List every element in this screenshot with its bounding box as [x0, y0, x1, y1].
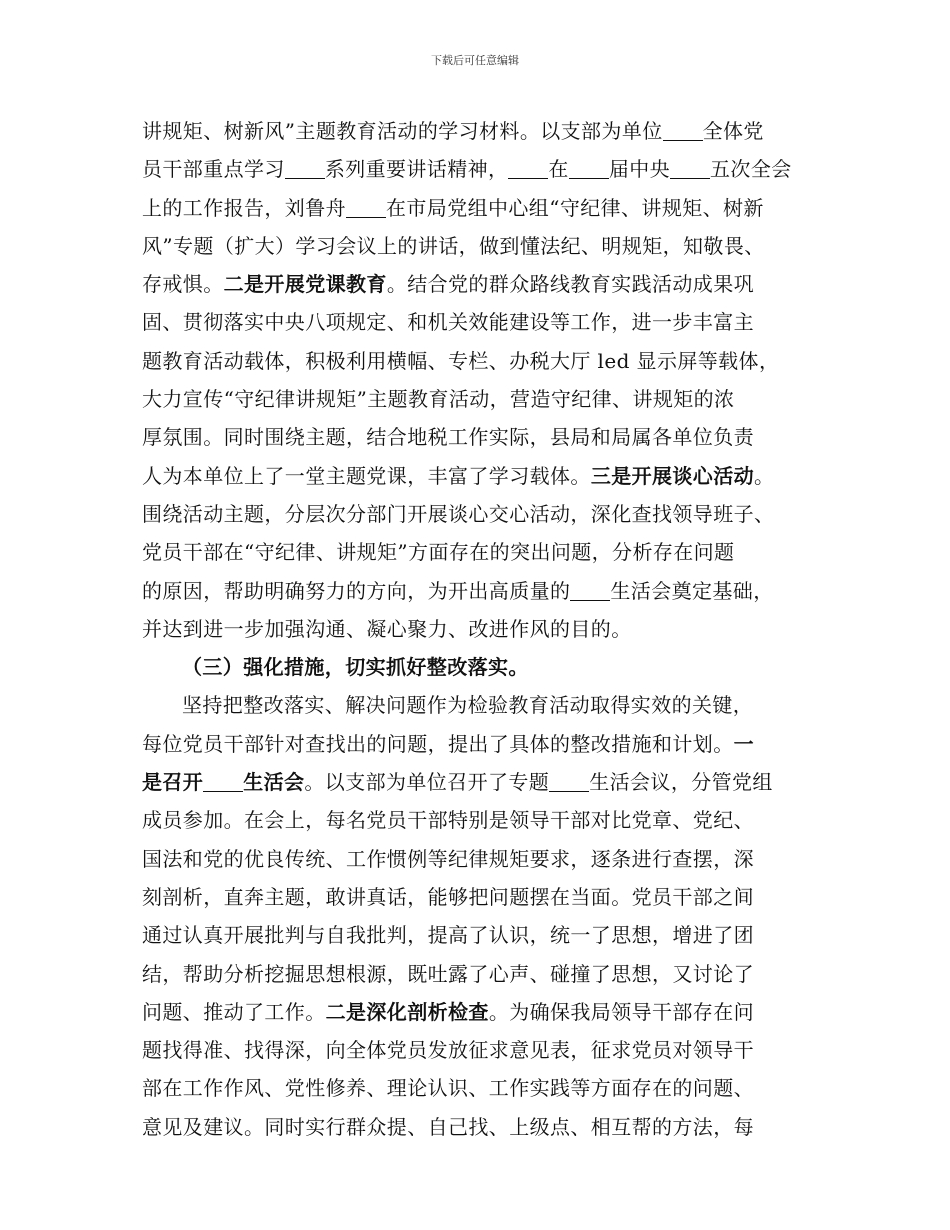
fill-blank: [346, 197, 386, 218]
text-run: 每位党员干部针对查找出的问题，提出了具体的整改措施和计划。: [142, 731, 734, 756]
text-run: 大力宣传“守纪律讲规矩”主题教育活动，营造守纪律、讲规矩的浓: [142, 387, 735, 412]
text-line: [142, 457, 822, 495]
fill-blank: [508, 158, 548, 179]
text-line: [142, 189, 822, 227]
text-run: 生活会议，分管党组: [589, 770, 773, 795]
fill-blank: [663, 120, 703, 141]
fill-blank: [670, 158, 710, 179]
fill-blank: [570, 580, 610, 601]
text-run: 坚持把整改落实、解决问题作为检验教育活动取得实效的关键，: [182, 693, 754, 718]
text-line: [142, 878, 822, 916]
text-run: 员干部重点学习: [142, 157, 285, 182]
text-line: [142, 303, 822, 341]
fill-blank: [549, 771, 589, 792]
text-run: 。: [754, 463, 775, 488]
bold-text: 是召开: [142, 770, 204, 795]
text-run: 问题、推动了工作。: [142, 999, 326, 1024]
text-line: [142, 725, 822, 763]
text-line: [142, 495, 822, 533]
text-run: 固、贯彻落实中央八项规定、和机关效能建设等工作，进一步丰富主: [142, 310, 754, 335]
text-run: 系列重要讲话精神，: [324, 157, 509, 182]
text-line: [142, 610, 822, 648]
text-line: [142, 227, 822, 265]
text-line: [142, 572, 822, 610]
text-line: [142, 1031, 822, 1069]
text-run: 上的工作报告，刘鲁舟: [142, 195, 346, 220]
page-header: 下载后可任意编辑: [431, 54, 519, 67]
text-line: [142, 112, 822, 150]
text-run: 五次全会: [710, 157, 792, 182]
text-run: 成员参加。在会上，每名党员干部特别是领导干部对比党章、党纪、: [142, 808, 754, 833]
text-line: [142, 265, 822, 303]
text-line: [142, 1108, 822, 1146]
text-line: [142, 801, 822, 839]
text-line: [142, 1069, 822, 1107]
text-line: [142, 840, 822, 878]
fill-blank: [285, 158, 325, 179]
text-run: 围绕活动主题，分层次分部门开展谈心交心活动，深化查找领导班子、: [142, 501, 775, 526]
text-run: 意见及建议。同时实行群众提、自己找、上级点、相互帮的方法，每: [142, 1114, 754, 1139]
text-run: 题教育活动载体，积极利用横幅、专栏、办税大厅 led 显示屏等载体，: [142, 348, 780, 373]
text-run: 生活会奠定基础，: [610, 578, 774, 603]
document-body: [142, 112, 822, 1146]
bold-text: 二是开展党课教育: [223, 272, 387, 297]
text-run: 国法和党的优良传统、工作惯例等纪律规矩要求，逐条进行查摆，深: [142, 846, 754, 871]
bold-text: 一: [733, 731, 755, 756]
text-line: [142, 418, 822, 456]
text-line: [142, 686, 822, 724]
text-run: 届中央: [608, 157, 671, 182]
text-run: 风”专题（扩大）学习会议上的讲话，做到懂法纪、明规矩，知敬畏、: [142, 233, 765, 258]
text-line: [142, 763, 822, 801]
text-run: 人为本单位上了一堂主题党课，丰富了学习载体。: [142, 463, 591, 488]
text-run: 的原因，帮助明确努力的方向，为开出高质量的: [142, 578, 571, 603]
bold-text: 生活会: [243, 770, 305, 795]
text-run: 部在工作作风、党性修养、理论认识、工作实践等方面存在的问题、: [142, 1076, 754, 1101]
fill-blank: [569, 158, 609, 179]
text-line: [142, 380, 822, 418]
text-run: 厚氛围。同时围绕主题，结合地税工作实际，县局和局属各单位负责: [142, 425, 754, 450]
text-run: 在: [548, 157, 569, 182]
text-run: 刻剖析，直奔主题，敢讲真话，能够把问题摆在当面。党员干部之间: [142, 884, 754, 909]
text-run: 并达到进一步加强沟通、凝心聚力、改进作风的目的。: [142, 616, 632, 641]
text-line: [142, 955, 822, 993]
section-heading: [142, 648, 822, 686]
fill-blank: [203, 771, 243, 792]
text-run: 。结合党的群众路线教育实践活动成果巩: [386, 272, 755, 297]
text-line: [142, 342, 822, 380]
text-run: 党员干部在“守纪律、讲规矩”方面存在的突出问题，分析存在问题: [142, 540, 735, 565]
text-line: [142, 533, 822, 571]
text-run: 在市局党组中心组“守纪律、讲规矩、树新: [386, 195, 764, 220]
text-run: 全体党: [702, 119, 764, 143]
text-line: [142, 993, 822, 1031]
bold-text: 三是开展谈心活动: [590, 463, 755, 488]
text-run: 讲规矩、树新风”主题教育活动的学习材料。以支部为单位: [142, 119, 663, 143]
text-run: （三）强化措施，切实抓好整改落实。: [182, 655, 529, 680]
text-run: 题找得准、找得深，向全体党员发放征求意见表，征求党员对领导干: [142, 1038, 754, 1063]
text-run: 。为确保我局领导干部存在问: [488, 999, 755, 1024]
text-line: [142, 916, 822, 954]
text-run: 结，帮助分析挖掘思想根源，既吐露了心声、碰撞了思想，又讨论了: [142, 961, 754, 986]
text-run: 。以支部为单位召开了专题: [304, 770, 550, 795]
text-run: 通过认真开展批判与自我批判，提高了认识，统一了思想，增进了团: [142, 923, 754, 948]
text-run: 存戒惧。: [142, 272, 224, 297]
bold-text: 二是深化剖析检查: [325, 999, 489, 1024]
text-line: [142, 150, 822, 188]
